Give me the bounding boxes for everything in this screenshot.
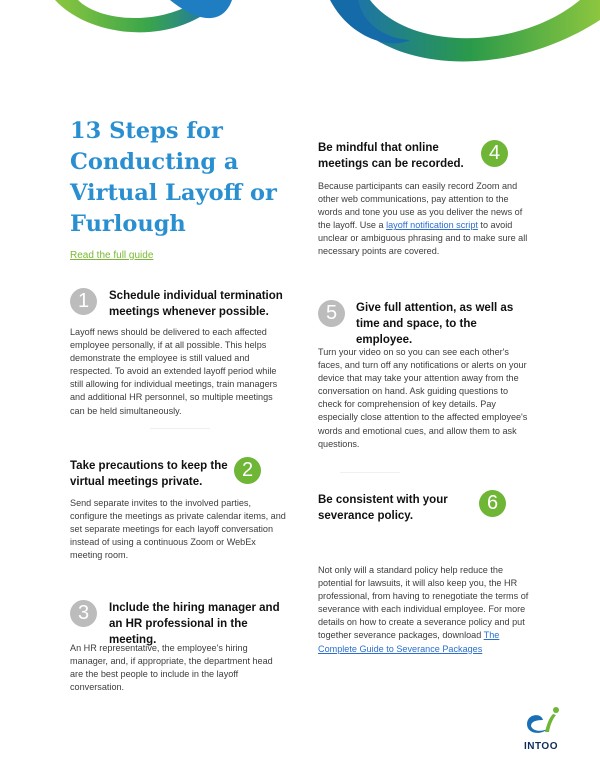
step-heading: Give full attention, as well as time and space, to the employee. xyxy=(356,302,514,346)
step-body: Send separate invites to the involved parties, configure the meetings as private calendar items, and set separate meetings for each layoff conversation instead of using a continuous Zoom or WebEx meeting room. xyxy=(70,498,286,561)
read-full-guide-link[interactable]: Read the full guide xyxy=(70,250,154,261)
decorative-swoosh-left xyxy=(0,0,240,60)
step-2-body xyxy=(70,497,288,562)
step-1-body xyxy=(70,326,285,418)
step-4 xyxy=(318,140,468,172)
intoo-logo xyxy=(518,706,564,752)
step-6-body xyxy=(318,564,533,656)
step-number-4: 4 xyxy=(481,140,508,167)
step-3 xyxy=(109,600,289,648)
step-heading: Be consistent with your severance policy. xyxy=(318,494,448,522)
step-body: Turn your video on so you can see each other's faces, and turn off any notifications or alerts on your device that may take your attention away from the conversation on hand. Ask guiding questions to check for comprehension of key details. Pay especially close attention to the affected employee's words and emotional cues, and allow them to ask questions. xyxy=(318,347,528,449)
step-heading: Take precautions to keep the virtual meetings private. xyxy=(70,460,228,488)
step-body xyxy=(318,564,533,656)
divider xyxy=(340,472,400,473)
step-body-text: Not only will a standard policy help reduce the potential for lawsuits, it will also keep you, the HR professional, from having to renegotiate the terms of severance with each individual employee. For more details on how to create a severance policy and put together severance packages, download xyxy=(318,565,529,641)
step-body xyxy=(318,180,533,259)
step-body-text: Because participants can easily record Zoom and other web communications, pay attention to the words and tone you use as you deliver the news of the layoff. Use a xyxy=(318,181,523,231)
step-number-5: 5 xyxy=(318,300,345,327)
step-number-1: 1 xyxy=(70,288,97,315)
step-heading: Schedule individual termination meetings whenever possible. xyxy=(109,290,283,318)
logo-text: INTOO xyxy=(524,741,558,752)
step-3-body xyxy=(70,642,280,694)
step-5 xyxy=(356,300,536,348)
step-5-body xyxy=(318,346,533,451)
severance-guide-link[interactable]: The Complete Guide to Severance Packages xyxy=(318,630,500,654)
decorative-swoosh-right xyxy=(330,0,600,80)
layoff-script-link[interactable]: layoff notification script xyxy=(386,220,478,231)
step-heading: Include the hiring manager and an HR professional in the meeting. xyxy=(109,602,280,646)
step-number-6: 6 xyxy=(479,490,506,517)
step-6 xyxy=(318,492,468,524)
step-2 xyxy=(70,458,230,490)
step-4-body xyxy=(318,180,533,259)
step-body: Layoff news should be delivered to each affected employee personally, if at all possible. This helps demonstrate the employee is still valued and respected. To avoid an extended layoff period while still allowing for individual meetings, train managers and additional HR personnel, so multiple meetings can be held simultaneously. xyxy=(70,327,278,416)
step-number-2: 2 xyxy=(234,457,261,484)
step-1 xyxy=(109,288,289,320)
page-title: 13 Steps for Conducting a Virtual Layoff or Furlough xyxy=(70,118,277,237)
divider xyxy=(150,428,210,429)
logo-mark-icon xyxy=(521,706,561,736)
step-body-text: to avoid unclear or ambiguous phrasing and to make sure all necessary points are covered. xyxy=(318,220,528,257)
step-body: An HR representative, the employee's hiring manager, and, if appropriate, the department head are the best people to include in the layoff conversation. xyxy=(70,643,273,693)
step-number-3: 3 xyxy=(70,600,97,627)
step-heading: Be mindful that online meetings can be recorded. xyxy=(318,142,464,170)
